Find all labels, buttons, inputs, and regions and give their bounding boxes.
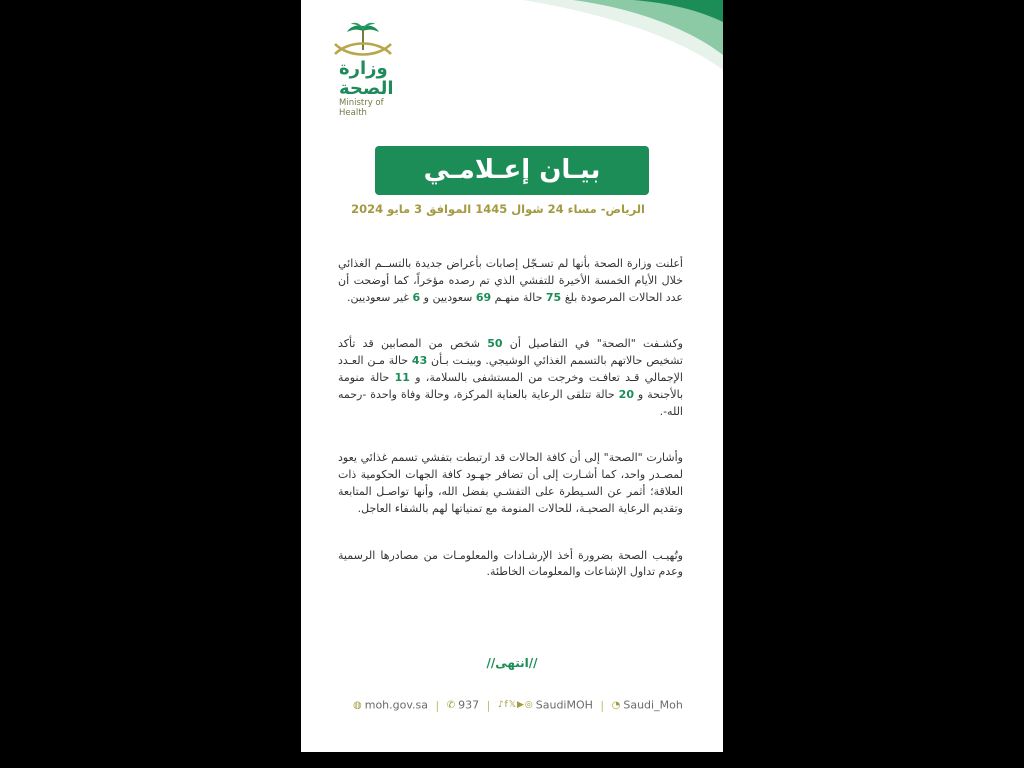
phone-icon: ✆ [446, 699, 456, 711]
highlight-number: 43 [411, 354, 428, 368]
logo-arabic-name: وزارة الصحة [339, 58, 394, 99]
header-swoosh-decoration [483, 0, 723, 75]
paragraph-1: أعلنت وزارة الصحة بأنها لم تسـجّل إصابات بأعراض جديدة بالتســم الغذائي خلال الأيام الخمسة الأخيرة للتفشي الذي تم رصده مؤخراً، كما أوضحت أن عدد الحالات المرصودة بلغ 75 حالة منهـم 69 سعوديين و 6 غير سعوديين. [338, 257, 683, 304]
globe-icon: ◍ [353, 699, 362, 711]
paragraph-4: وتُهيـب الصحة بضرورة أخذ الإرشـادات والمعلومـات من مصادرها الرسمية وعدم تداول الإشاعات والمعلومات الخاطئة. [338, 548, 683, 579]
website-link[interactable]: moh.gov.sa [364, 698, 428, 712]
end-marker: //انتهى// [486, 656, 538, 670]
page-title: بيـان إعـلامـي [375, 146, 649, 195]
logo-english-name: Ministry of Health [339, 98, 384, 118]
highlight-number: 50 [487, 337, 503, 351]
dateline: الرياض- مساء 24 شوال 1445 الموافق 3 مايو 2024 [351, 202, 645, 216]
separator: | [486, 698, 491, 712]
paragraph-2: وكشـفت "الصحة" في التفاصيل أن 50 شخص من المصابين قد تأكد تشخيص حالاتهم بالتسمم الغذائي الوشيجي. وبينـت بـأن 43 حالة مـن العـدد الإجمالي قـد تعافـت وخرجت من المستشفى بالسلامة، و 11 حالة منومة بالأجنحة و 20 حالة تتلقى الرعاية بالعناية المركزة، وحالة وفاة واحدة -رحمه الله-. [338, 337, 684, 418]
palm-swords-emblem-icon [329, 22, 397, 60]
press-release-page [301, 0, 723, 752]
separator: | [435, 698, 440, 712]
highlight-number: 11 [394, 370, 410, 384]
social-icons[interactable]: ♪f𝕏▶◎ [497, 700, 534, 710]
highlight-number: 20 [618, 387, 634, 401]
highlight-number: 69 [475, 290, 492, 304]
separator: | [600, 698, 605, 712]
highlight-number: 6 [412, 290, 421, 304]
phone-number[interactable]: 937 [458, 698, 480, 712]
social-handle-main[interactable]: SaudiMOH [535, 698, 593, 712]
statement-body [338, 256, 683, 611]
highlight-number: 75 [545, 290, 562, 304]
snapchat-handle[interactable]: Saudi_Moh [623, 698, 683, 712]
snapchat-icon[interactable]: ◔ [611, 699, 621, 711]
ministry-logo [319, 22, 409, 118]
contact-footer [353, 698, 683, 712]
paragraph-3: وأشارت "الصحة" إلى أن كافة الحالات قد ارتبطت بتفشي تسمم غذائي يعود لمصـدر واحد، كما أشـارت إلى أن تضافر جهـود كافة الجهات الحكومية ذات العلاقة؛ أثمر عن السـيطرة على التفشـي بفضل الله، وأنها تواصـل المتابعة وتقديم الرعاية الصحيـة، للحالات المنومة مع تمنياتها لهم بالشفاء العاجل. [338, 451, 683, 515]
